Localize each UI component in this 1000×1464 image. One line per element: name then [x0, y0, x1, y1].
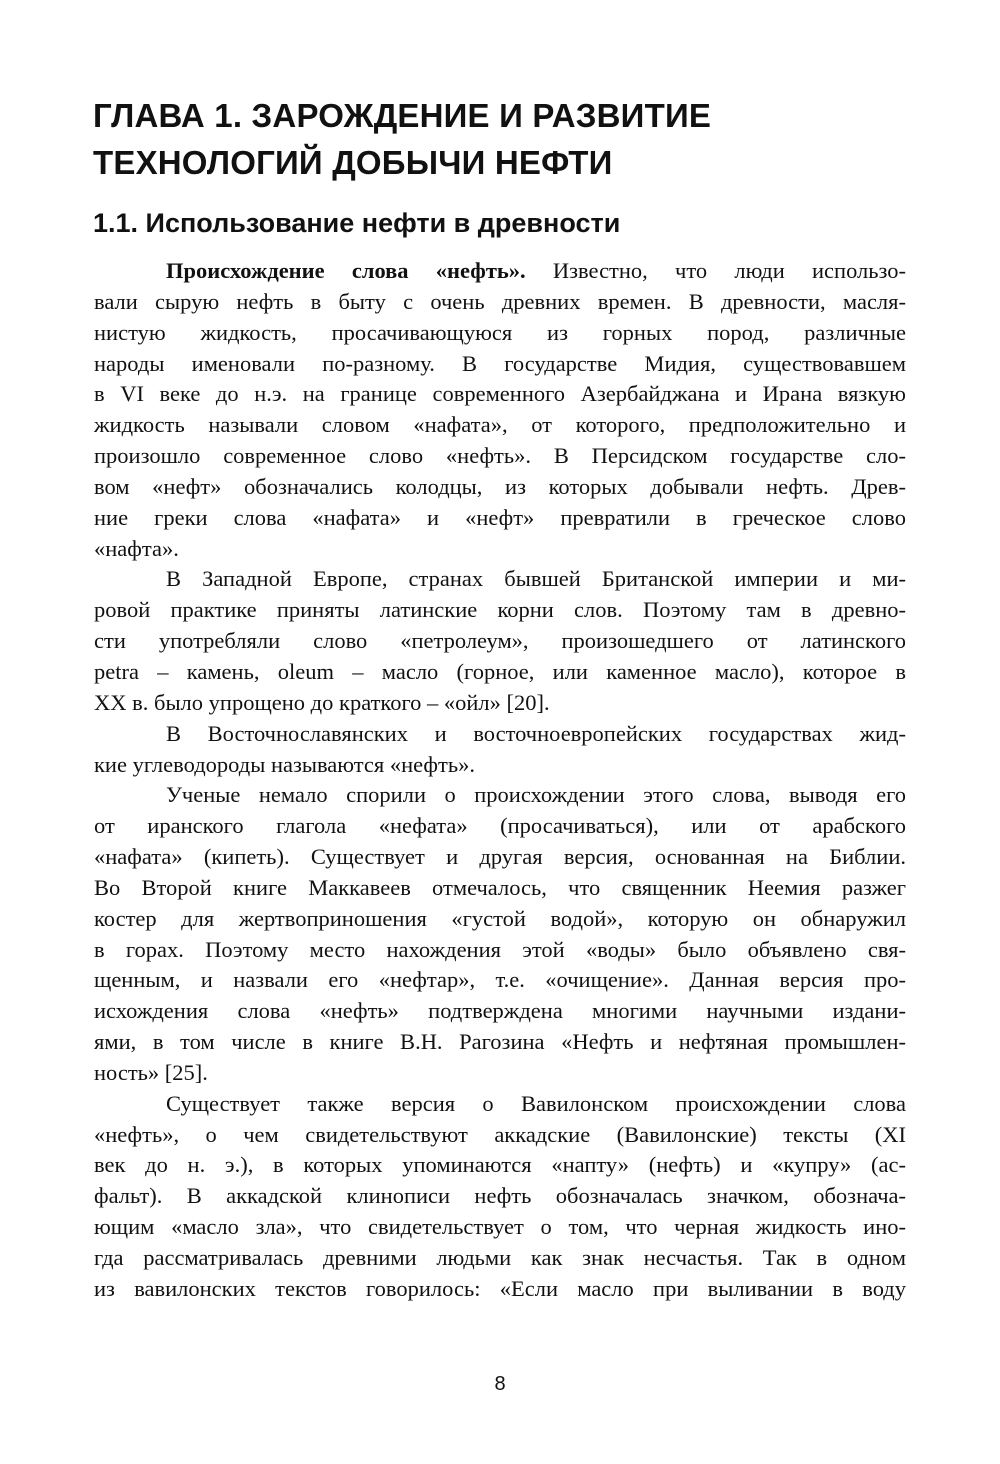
text-line: В Западной Европе, странах бывшей Британской империи и ми- — [166, 566, 906, 592]
text-line: гда рассматривалась древними людьми как знак несчастья. Так в одном — [94, 1245, 906, 1270]
text-line: ровой практике приняты латинские корни слов. Поэтому там в древно- — [94, 597, 906, 623]
text-line: petra – камень, oleum – масло (горное, или каменное масло), которое в — [94, 658, 906, 684]
chapter-title — [93, 92, 923, 186]
text-line: век до н. э.), в которых упоминаются «напту» (нефть) и «купру» (ас- — [94, 1152, 906, 1178]
text-line — [94, 256, 906, 287]
lead-term: Происхождение слова «нефть». — [166, 258, 526, 283]
body-text — [94, 256, 906, 1305]
text-line: «нафата» (кипеть). Существует и другая версия, основанная на Библии. — [94, 844, 906, 870]
text-line: исхождения слова «нефть» подтверждена многими научными издани- — [94, 998, 906, 1024]
text-line: произошло современное слово «нефть». В Персидском государстве сло- — [94, 443, 906, 469]
text-line: сти употребляли слово «петролеум», произошедшего от латинского — [94, 628, 906, 654]
text-line: нистую жидкость, просачивающуюся из горных пород, различные — [94, 319, 906, 345]
text-line: ями, в том числе в книге В.Н. Рагозина «Нефть и нефтяная промышлен- — [94, 1029, 906, 1055]
chapter-title-line: ГЛАВА 1. ЗАРОЖДЕНИЕ И РАЗВИТИЕ — [93, 97, 712, 134]
text-line: ность» [25]. — [94, 1059, 208, 1085]
text-line: костер для жертвоприношения «густой водой», которую он обнаружил — [94, 905, 906, 931]
text-line: из вавилонских текстов говорилось: «Если масло при выливании в воду — [94, 1275, 906, 1301]
text-line: В Восточнославянских и восточноевропейских государствах жид- — [166, 720, 906, 746]
chapter-title-line: ТЕХНОЛОГИЙ ДОБЫЧИ НЕФТИ — [93, 144, 613, 181]
text-line: вали сырую нефть в быту с очень древних времен. В древности, масля- — [94, 288, 906, 314]
text-line: вом «нефт» обозначались колодцы, из которых добывали нефть. Древ- — [94, 473, 906, 499]
text-line: ние греки слова «нафата» и «нефт» превратили в греческое слово — [94, 504, 906, 530]
text-line: кие углеводороды называются «нефть». — [94, 751, 475, 777]
text-line: народы именовали по-разному. В государстве Мидия, существовавшем — [94, 350, 906, 376]
text-line: «нафта». — [94, 535, 179, 561]
text-line: «нефть», о чем свидетельствуют аккадские (Вавилонские) тексты (XI — [94, 1121, 906, 1147]
text-run: Известно, что люди использо- — [525, 258, 907, 283]
section-title: 1.1. Использование нефти в древности — [93, 208, 621, 238]
text-line: Во Второй книге Маккавеев отмечалось, что священник Неемия разжег — [94, 874, 906, 900]
text-line: фальт). В аккадской клинописи нефть обозначалась значком, обознача- — [94, 1183, 906, 1209]
text-line: XX в. было упрощено до краткого – «ойл» [20]. — [94, 689, 550, 715]
text-line: от иранского глагола «нефата» (просачиваться), или от арабского — [94, 813, 906, 839]
page-number: 8 — [494, 1373, 506, 1395]
text-line: в VI веке до н.э. на границе современного Азербайджана и Ирана вязкую — [94, 381, 906, 407]
text-line: Ученые немало спорили о происхождении этого слова, выводя его — [166, 782, 906, 808]
text-line: Существует также версия о Вавилонском происхождении слова — [166, 1090, 906, 1116]
text-line: щенным, и назвали его «нефтар», т.е. «очищение». Данная версия про- — [94, 967, 906, 993]
text-line: в горах. Поэтому место нахождения этой «воды» было объявлено свя- — [94, 936, 906, 962]
text-line: ющим «масло зла», что свидетельствует о том, что черная жидкость ино- — [94, 1214, 906, 1240]
text-line: жидкость называли словом «нафата», от которого, предположительно и — [94, 412, 906, 438]
